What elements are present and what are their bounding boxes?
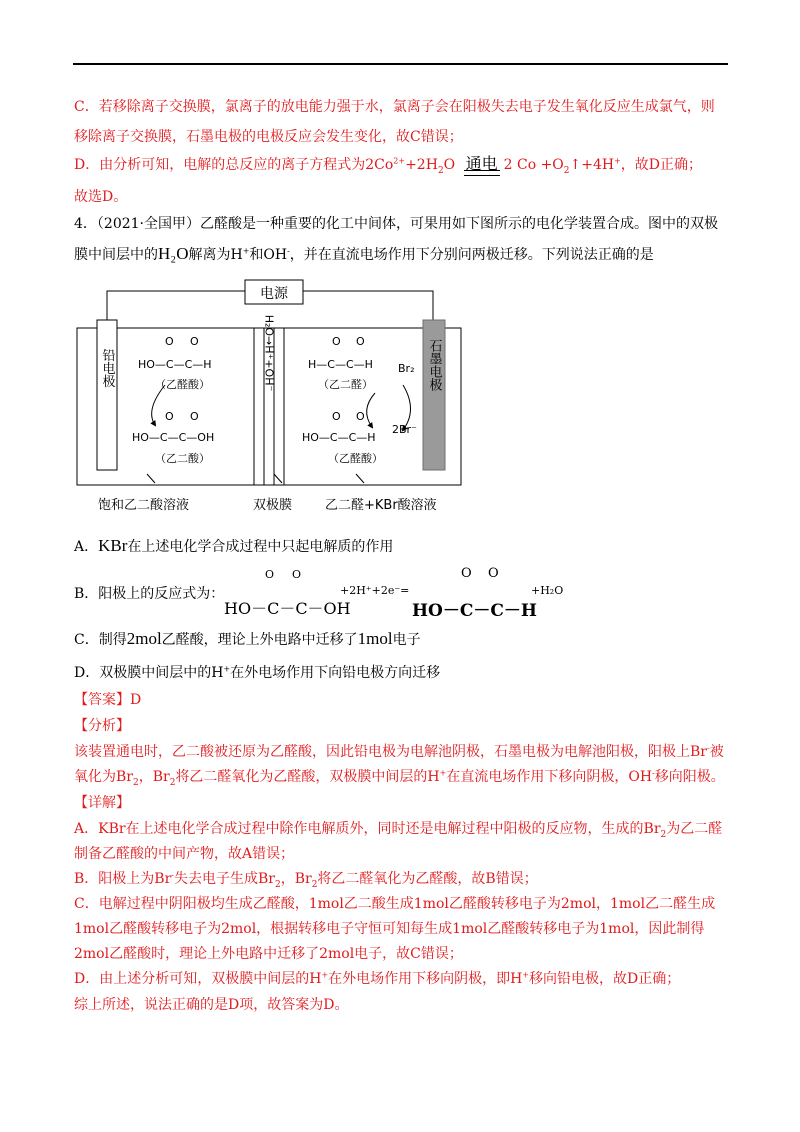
answer-label: 【答案】D xyxy=(74,692,142,708)
electrolysis-arrow: 通电 xyxy=(464,156,500,172)
carbonyl-o: O xyxy=(332,335,341,348)
prev-option-d: D．由分析可知，电解的总反应的离子方程式为$2Co^{2+}+2H_2O$ 通电 2 $Co +O_2↑+4H^+$，故D正确； xyxy=(74,154,703,176)
prev-choose: 故选D。 xyxy=(74,189,128,205)
carbonyl-o: O xyxy=(332,410,341,423)
option-c: C．制得2mol乙醛酸，理论上外电路中迁移了1mol电子 xyxy=(74,629,421,648)
detail-a-line1: A．KBr在上述电化学合成过程中除作电解质外，同时还是电解过程中阳极的反应物，生成的$Br_2$为乙二醛 xyxy=(74,821,723,840)
option-b-middle: +2H⁺+2e⁻= xyxy=(340,584,410,597)
detail-label: 【详解】 xyxy=(74,795,130,811)
detail-c-line3: 2mol乙醛酸时，理论上外电路中迁移了2mol电子，故C错误； xyxy=(74,946,463,962)
option-b-o-1: O xyxy=(265,568,275,581)
option-d: D．双极膜中间层中的H+在外电场作用下向铅电极方向迁移 xyxy=(74,664,441,681)
label-saturated-oxalic: 饱和乙二酸溶液 xyxy=(98,498,190,513)
electrochemical-cell-diagram xyxy=(70,275,470,520)
glyoxylic-acid-name-right: （乙醛酸） xyxy=(328,452,383,465)
glyoxal-formula: H—C—C—H xyxy=(308,358,373,371)
glyoxylic-acid-formula-left: HO—C—C—H xyxy=(138,358,212,371)
carbonyl-o: O xyxy=(356,335,365,348)
lead-electrode-label: 铅电极 xyxy=(99,348,115,388)
analysis-line1: 该装置通电时，乙二酸被还原为乙醛酸，因此铅电极为电解池阴极，石墨电极为电解池阳极，阳极上Br-被 xyxy=(74,743,724,760)
bromide-label: 2Br⁻ xyxy=(392,423,417,436)
detail-c-line2: 1mol乙醛酸转移电子为2mol，根据转移电子守恒可知每生成1mol乙醛酸转移电子为1mol，因此制得 xyxy=(74,921,705,937)
option-b-glyoxylic: HO－C－C－H xyxy=(412,601,537,621)
analysis-line2: 氧化为$Br_2$，$Br_2$将乙二醛氧化为乙醛酸，双极膜中间层的H+在直流电场作用下移向阴极，OH-移向阳极。 xyxy=(74,768,725,788)
question-line2: 膜中间层中的H₂O解离为H+和OH-，并在直流电场作用下分别问两极迁移。下列说法正确的是 xyxy=(74,244,654,263)
membrane-water-dissociation: H₂O→H⁺+OH⁻ xyxy=(262,314,276,392)
label-bipolar-membrane: 双极膜 xyxy=(253,498,293,513)
oxalic-acid-formula: HO—C—C—OH xyxy=(132,431,215,444)
option-a: A．KBr在上述电化学合成过程中只起电解质的作用 xyxy=(74,536,394,555)
prev-option-c-line1: C．若移除离子交换膜，氯离子的放电能力强于水，氯离子会在阳极失去电子发生氧化反应生成氯气，则 xyxy=(74,99,715,115)
detail-b: B．阳极上为Br-失去电子生成$Br_2$，$Br_2$将乙二醛氧化为乙醛酸，故B错误； xyxy=(74,870,538,890)
detail-c-line1: C．电解过程中阴阳极均生成乙醛酸，1mol乙二酸生成1mol乙醛酸转移电子为2mol，1mol乙二醛生成 xyxy=(74,896,716,912)
glyoxylic-acid-name-left: （乙醛酸） xyxy=(155,378,210,391)
detail-d: D．由上述分析可知，双极膜中间层的H+在外电场作用下移向阴极，即H+移向铅电极，故D正确； xyxy=(74,970,681,987)
header-rule xyxy=(73,63,728,65)
carbonyl-o: O xyxy=(165,410,174,423)
summary: 综上所述，说法正确的是D项，故答案为D。 xyxy=(74,997,349,1013)
detail-a-line2: 制备乙醛酸的中间产物，故A错误； xyxy=(74,846,295,862)
power-source-label: 电源 xyxy=(260,286,288,302)
glyoxal-name: （乙二醛） xyxy=(318,378,373,391)
option-b-o-3: O xyxy=(461,566,472,581)
option-b-oxalic: HO－C－C－OH xyxy=(224,599,351,618)
graphite-electrode-label: 石墨电极 xyxy=(426,339,442,391)
option-b-water: +H₂O xyxy=(531,584,564,597)
glyoxylic-acid-formula-right: HO—C—C—H xyxy=(302,431,376,444)
option-b: B．阳极上的反应式为： xyxy=(74,586,225,602)
prev-option-c-line2: 移除离子交换膜，石墨电极的电极反应会发生变化，故C错误； xyxy=(74,129,463,145)
label-glyoxal-kbr: 乙二醛+KBr酸溶液 xyxy=(325,498,437,513)
bromine-label: Br₂ xyxy=(398,362,415,375)
carbonyl-o: O xyxy=(190,335,199,348)
oxalic-acid-name: （乙二酸） xyxy=(155,452,210,465)
carbonyl-o: O xyxy=(356,410,365,423)
option-b-o-4: O xyxy=(488,566,499,581)
carbonyl-o: O xyxy=(190,410,199,423)
carbonyl-o: O xyxy=(165,335,174,348)
question-line1: 4．（2021·全国甲）乙醛酸是一种重要的化工中间体，可果用如下图所示的电化学装置合成。图中的双极 xyxy=(74,216,718,232)
option-b-o-2: O xyxy=(292,568,302,581)
analysis-label: 【分析】 xyxy=(74,718,130,734)
